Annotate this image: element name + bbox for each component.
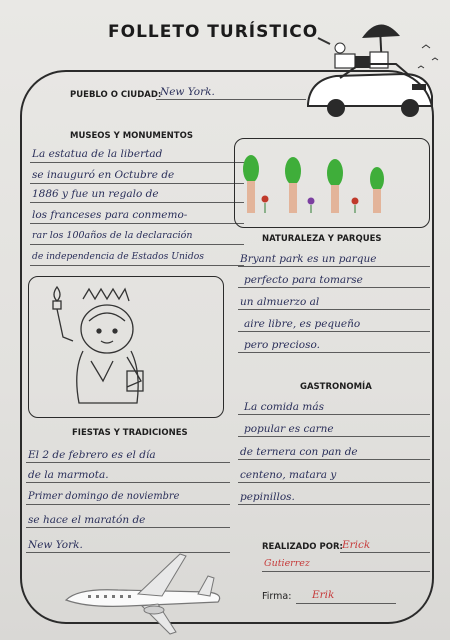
naturaleza-line-2: perfecto para tomarse: [244, 274, 363, 286]
gastronomia-rule-1: [238, 414, 430, 415]
firma-label: Firma:: [262, 591, 292, 602]
park-trees-drawing: [235, 139, 429, 227]
fiestas-rule-4: [26, 527, 230, 528]
realizado-name-line-1: Erick: [342, 539, 371, 551]
gastronomia-line-5: pepinillos.: [240, 491, 295, 503]
gastronomia-rule-3: [238, 459, 430, 460]
museos-line-5: rar los 100años de la declaración: [32, 230, 193, 241]
museos-line-4: los franceses para conmemo-: [32, 209, 188, 221]
naturaleza-line-1: Bryant park es un parque: [240, 253, 377, 265]
statue-drawing-box: [28, 276, 224, 418]
naturaleza-line-3: un almuerzo al: [240, 296, 320, 308]
museos-rule-4: [30, 223, 244, 224]
naturaleza-rule-5: [238, 352, 430, 353]
naturaleza-rule-4: [238, 331, 430, 332]
page-title: FOLLETO TURÍSTICO: [108, 22, 319, 42]
fiestas-line-1: El 2 de febrero es el día: [28, 449, 156, 461]
naturaleza-line-5: pero precioso.: [244, 339, 320, 351]
naturaleza-line-4: aire libre, es pequeño: [244, 318, 361, 330]
gastronomia-heading: GASTRONOMÍA: [300, 382, 372, 392]
naturaleza-rule-3: [238, 309, 430, 310]
realizado-rule-1: [340, 552, 430, 553]
naturaleza-heading: NATURALEZA Y PARQUES: [262, 234, 382, 244]
museos-rule-5: [30, 244, 244, 245]
gastronomia-rule-4: [238, 482, 430, 483]
fiestas-line-4: se hace el maratón de: [28, 514, 146, 526]
fiestas-line-2: de la marmota.: [28, 469, 109, 481]
museos-line-3: 1886 y fue un regalo de: [32, 188, 159, 200]
museos-rule-3: [30, 202, 244, 203]
gastronomia-rule-5: [238, 504, 430, 505]
fiestas-rule-3: [26, 504, 230, 505]
gastronomia-rule-2: [238, 436, 430, 437]
museos-line-2: se inauguró en Octubre de: [32, 169, 175, 181]
gastronomia-line-4: centeno, matara y: [240, 469, 337, 481]
statue-of-liberty-drawing: [29, 277, 223, 417]
realizado-label: REALIZADO POR:: [262, 542, 343, 552]
museos-heading: MUSEOS Y MONUMENTOS: [70, 131, 193, 141]
museos-rule-1: [30, 162, 244, 163]
park-drawing-box: [234, 138, 430, 228]
naturaleza-rule-1: [238, 266, 430, 267]
museos-line-1: La estatua de la libertad: [32, 148, 163, 160]
fiestas-line-5: New York.: [28, 539, 83, 551]
fiestas-rule-1: [26, 462, 230, 463]
airplane-illustration: [58, 548, 228, 636]
fiestas-heading: FIESTAS Y TRADICIONES: [72, 428, 188, 438]
naturaleza-rule-2: [238, 287, 430, 288]
museos-rule-6: [30, 265, 244, 266]
museos-rule-2: [30, 183, 244, 184]
pueblo-label: PUEBLO O CIUDAD:: [70, 90, 162, 100]
gastronomia-line-1: La comida más: [244, 401, 325, 413]
fiestas-line-3: Primer domingo de noviembre: [28, 491, 180, 502]
gastronomia-line-3: de ternera con pan de: [240, 446, 358, 458]
firma-rule: [296, 603, 396, 604]
museos-line-6: de independencia de Estados Unidos: [32, 251, 204, 262]
pueblo-value: New York.: [160, 86, 215, 98]
firma-value: Erik: [312, 589, 335, 601]
realizado-rule-2: [262, 571, 430, 572]
realizado-name-line-2: Gutierrez: [264, 558, 310, 569]
gastronomia-line-2: popular es carne: [244, 423, 334, 435]
pueblo-line: [156, 99, 306, 100]
fiestas-rule-2: [26, 482, 230, 483]
